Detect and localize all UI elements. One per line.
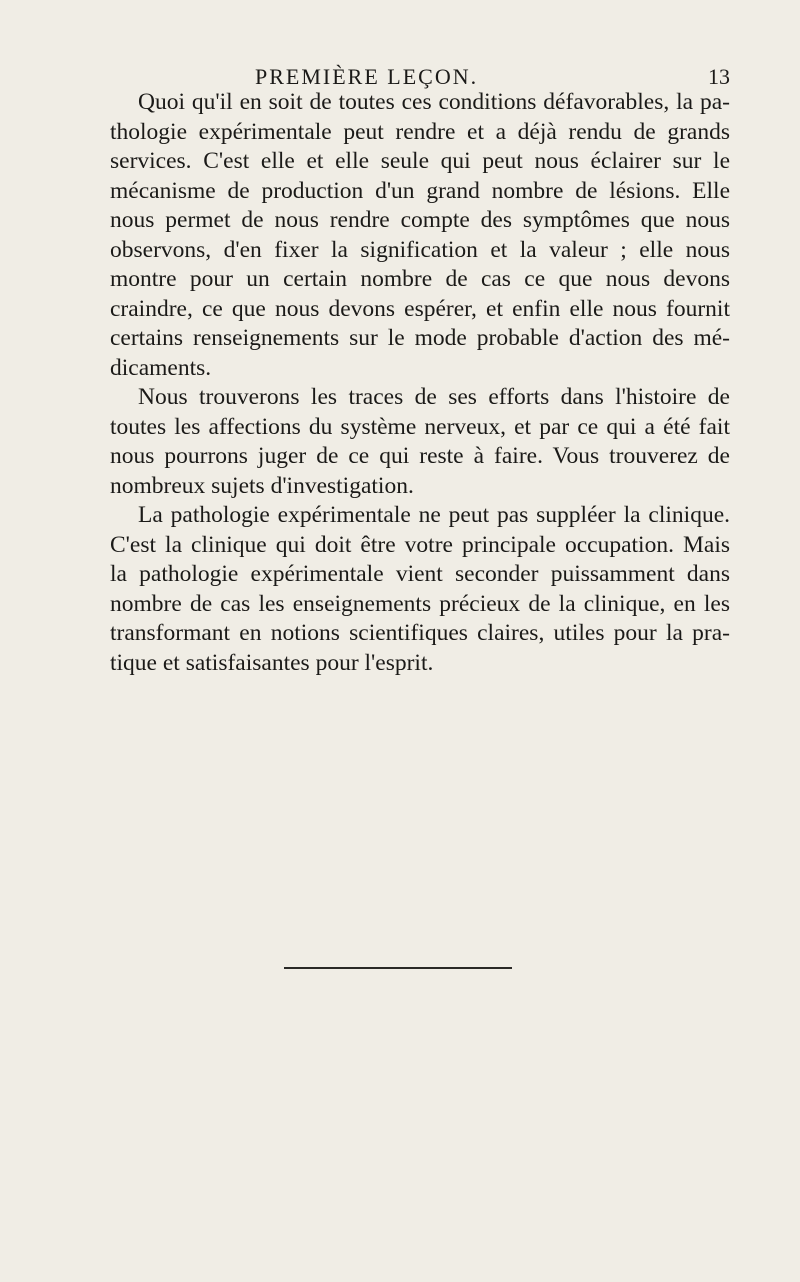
text-line: services. C'est elle et elle seule qui peut nous éclairer sur le: [110, 148, 730, 174]
text-line: la pathologie expérimentale vient seconder puissamment dans: [110, 561, 730, 587]
header-title: PREMIÈRE LEÇON.: [255, 64, 479, 89]
text-line: Quoi qu'il en soit de toutes ces conditions défavorables, la pa-: [138, 89, 730, 115]
text-line: nombreux sujets d'investigation.: [110, 472, 414, 499]
text-line: mécanisme de production d'un grand nombre de lésions. Elle: [110, 177, 730, 204]
page-number: 13: [708, 64, 730, 89]
text-line: toutes les affections du système nerveux, et par ce qui a été fait: [110, 413, 730, 440]
text-line: thologie expérimentale peut rendre et a déjà rendu de grands: [110, 118, 730, 145]
text-line: C'est la clinique qui doit être votre principale occupation. Mais: [110, 531, 730, 558]
text-line: tique et satisfaisantes pour l'esprit.: [110, 649, 434, 676]
section-divider: [284, 967, 512, 969]
text-line: nous pourrons juger de ce qui reste à faire. Vous trouverez de: [110, 443, 730, 469]
text-line: montre pour un certain nombre de cas ce que nous devons: [110, 266, 730, 292]
text-line: certains renseignements sur le mode probable d'action des mé-: [110, 325, 730, 351]
text-line: transformant en notions scientifiques claires, utiles pour la pra-: [110, 620, 730, 646]
text-line: La pathologie expérimentale ne peut pas suppléer la clinique.: [138, 502, 730, 528]
text-line: observons, d'en fixer la signification et la valeur ; elle nous: [110, 236, 730, 263]
text-line: craindre, ce que nous devons espérer, et enfin elle nous fournit: [110, 295, 730, 322]
text-line: dicaments.: [110, 354, 212, 381]
text-line: nombre de cas les enseignements précieux de la clinique, en les: [110, 590, 730, 617]
body-text: [110, 88, 730, 678]
text-line: nous permet de nous rendre compte des symptômes que nous: [110, 207, 730, 233]
text-line: Nous trouverons les traces de ses efforts dans l'histoire de: [138, 384, 730, 410]
